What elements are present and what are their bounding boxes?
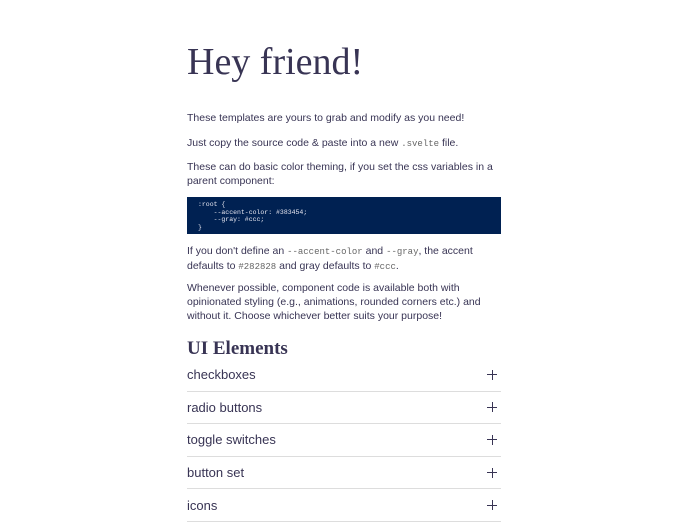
code-line: :root {: [198, 201, 226, 208]
accordion-item-checkboxes[interactable]: [187, 359, 501, 392]
defaults-paragraph: [187, 244, 501, 274]
plus-icon[interactable]: [487, 370, 497, 380]
code-line: --gray: #ccc;: [198, 216, 265, 223]
accordion-item-button-set[interactable]: [187, 457, 501, 490]
plus-icon[interactable]: [487, 402, 497, 412]
accordion-item-toggle-switches[interactable]: [187, 424, 501, 457]
accordion-label: button set: [187, 465, 245, 481]
accordion-label: checkboxes: [187, 367, 256, 383]
defaults-text: .: [395, 260, 399, 272]
accordion-label: toggle switches: [187, 432, 276, 448]
intro-text: Just copy the source code & paste into a new: [187, 137, 402, 149]
accent-default-code: #282828: [238, 262, 277, 272]
defaults-text: and gray defaults to: [276, 260, 375, 272]
code-line: --accent-color: #383454;: [198, 208, 308, 216]
intro-text-end: file.: [439, 137, 459, 149]
defaults-text: and: [362, 245, 387, 257]
intro-paragraph-2: [187, 136, 501, 151]
accent-color-code: --accent-color: [287, 247, 363, 257]
accordion-item-icons[interactable]: [187, 489, 501, 522]
ui-elements-accordion: [187, 359, 501, 522]
gray-code: --gray: [386, 247, 419, 257]
intro-paragraph-3: These can do basic color theming, if you set the css variables in a parent component:: [187, 161, 493, 187]
defaults-text: , the accent defaults to: [187, 245, 473, 272]
svelte-extension-code: .svelte: [401, 139, 440, 149]
css-variables-code-block: [187, 197, 501, 234]
plus-icon[interactable]: [487, 435, 497, 445]
ui-elements-title: UI Elements: [187, 338, 288, 359]
page-title: Hey friend!: [187, 41, 364, 83]
gray-default-code: #ccc: [374, 262, 396, 272]
plus-icon[interactable]: [487, 468, 497, 478]
defaults-text: If you don't define an: [187, 245, 288, 257]
accordion-label: icons: [187, 497, 218, 513]
accordion-label: radio buttons: [187, 399, 263, 415]
plus-icon[interactable]: [487, 500, 497, 510]
accordion-item-radio-buttons[interactable]: [187, 392, 501, 425]
opinionated-paragraph: Whenever possible, component code is available both with opinionated styling (e.g., animations, rounded corners etc.) and without it. Choose whichever better suits your purpose!: [187, 282, 481, 322]
intro-paragraph-1: These templates are yours to grab and modify as you need!: [187, 112, 465, 124]
code-line: }: [198, 223, 202, 231]
